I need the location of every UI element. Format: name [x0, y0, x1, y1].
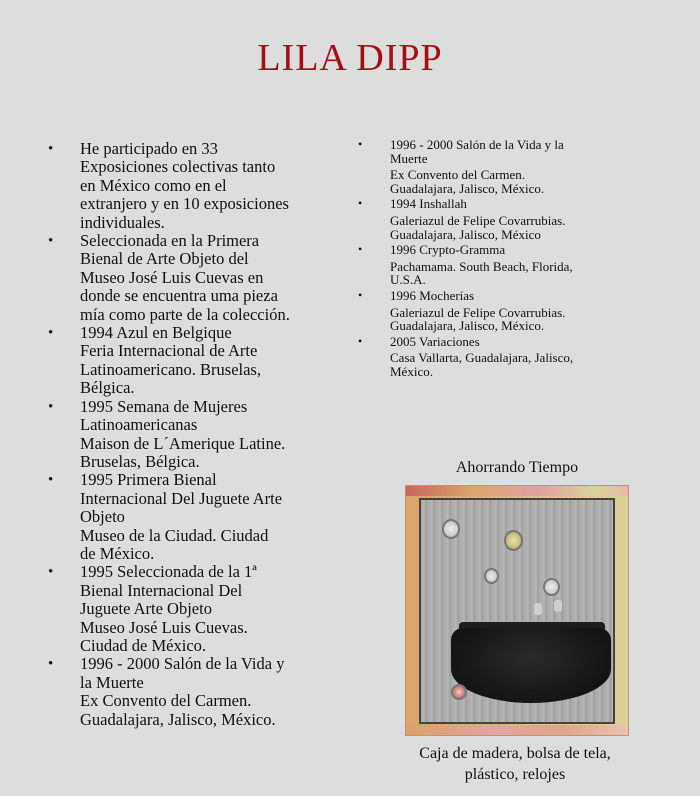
- list-item-line: Guadalajara, Jalisco, México.: [80, 709, 276, 729]
- watch-icon: [442, 519, 460, 539]
- bullet-icon: •: [358, 137, 363, 151]
- exhibition-title: 1996 - 2000 Salón de la Vida y la: [390, 137, 564, 152]
- list-item-line: 1995 Seleccionada de la 1ª: [80, 562, 257, 582]
- list-item: [48, 398, 348, 472]
- list-item-line: individuales.: [80, 212, 165, 232]
- exhibition-title: 1996 Mocherías: [390, 287, 475, 303]
- list-item-line: 1995 Primera Bienal: [80, 470, 217, 490]
- page-title: LILA DIPP: [257, 37, 443, 79]
- bullet-icon: •: [358, 333, 363, 348]
- artwork-description-line: Caja de madera, bolsa de tela,: [419, 745, 611, 762]
- list-item: [358, 243, 648, 287]
- list-item-line: Exposiciones colectivas tanto: [80, 157, 276, 177]
- list-item-line: Ex Convento del Carmen.: [80, 691, 252, 711]
- artwork-description: [360, 743, 670, 785]
- list-item-line: Objeto: [80, 507, 125, 527]
- list-item-line: Museo de la Ciudad. Ciudad: [80, 525, 269, 545]
- list-item: [48, 324, 348, 398]
- list-item-line: la Muerte: [80, 672, 144, 692]
- list-item-line: He participado en 33: [80, 139, 218, 158]
- frame-edge: [406, 486, 628, 496]
- exhibition-venue: Casa Vallarta, Guadalajara, Jalisco,: [390, 350, 574, 366]
- list-item: [358, 335, 648, 379]
- list-item: [48, 232, 348, 324]
- list-item-line: Ciudad de México.: [80, 635, 207, 655]
- exhibition-venue: Guadalajara, Jalisco, México.: [390, 180, 545, 196]
- list-item: [48, 140, 348, 232]
- watch-icon: [543, 578, 560, 596]
- bullet-icon: •: [48, 325, 54, 342]
- exhibition-venue: Galeriazul de Felipe Covarrubias.: [390, 304, 566, 320]
- list-item-line: 1995 Semana de Mujeres: [80, 396, 248, 416]
- purse-shape: [451, 628, 611, 703]
- list-item-line: Bélgica.: [80, 378, 135, 398]
- exhibition-title: Muerte: [390, 150, 428, 166]
- list-item-line: Latinoamericano. Bruselas,: [80, 359, 261, 379]
- list-item-line: extranjero y en 10 exposiciones: [80, 194, 289, 214]
- list-item: [48, 563, 348, 655]
- exhibition-venue: Pachamama. South Beach, Florida,: [390, 258, 573, 274]
- frame-edge: [406, 725, 628, 735]
- exhibition-title: 1994 Inshallah: [390, 196, 467, 212]
- artwork-title: Ahorrando Tiempo: [455, 459, 579, 476]
- toy-hand-icon: [554, 600, 562, 612]
- exhibition-venue: México.: [390, 363, 433, 379]
- bullet-icon: •: [358, 242, 363, 257]
- bullet-icon: •: [48, 233, 54, 250]
- bullet-icon: •: [48, 564, 54, 581]
- list-item-line: Latinoamericanas: [80, 415, 198, 435]
- exhibition-venue: Ex Convento del Carmen.: [390, 167, 526, 183]
- list-item-line: Feria Internacional de Arte: [80, 341, 258, 361]
- toy-hand-icon: [534, 603, 542, 615]
- bullet-icon: •: [48, 656, 54, 673]
- artwork-image: [405, 485, 629, 736]
- list-item-line: Museo José Luis Cuevas.: [80, 617, 248, 637]
- exhibition-venue: Guadalajara, Jalisco, México.: [390, 318, 545, 334]
- watch-icon: [504, 530, 523, 551]
- exhibition-venue: Galeriazul de Felipe Covarrubias.: [390, 212, 566, 228]
- list-item: [48, 471, 348, 563]
- list-item: [48, 655, 348, 729]
- exhibitions-list-right: [358, 138, 648, 381]
- bullet-icon: •: [358, 287, 363, 302]
- exhibition-venue: Guadalajara, Jalisco, México: [390, 226, 541, 242]
- exhibitions-list-left: [48, 140, 348, 729]
- list-item-line: 1994 Azul en Belgique: [80, 323, 232, 343]
- list-item: [358, 138, 648, 195]
- list-item-line: Juguete Arte Objeto: [80, 599, 212, 619]
- list-item-line: Internacional Del Juguete Arte: [80, 488, 283, 508]
- exhibition-title: 2005 Variaciones: [390, 333, 480, 349]
- list-item-line: Museo José Luis Cuevas en: [80, 267, 264, 287]
- artwork-canvas: [419, 498, 615, 724]
- list-item-line: Bienal de Arte Objeto del: [80, 249, 249, 269]
- list-item-line: mía como parte de la colección.: [80, 304, 290, 324]
- bullet-icon: •: [358, 196, 363, 211]
- list-item-line: donde se encuentra uma pieza: [80, 286, 278, 306]
- list-item-line: 1996 - 2000 Salón de la Vida y: [80, 654, 285, 674]
- watch-icon: [484, 568, 499, 584]
- bullet-icon: •: [48, 141, 54, 157]
- list-item-line: Seleccionada en la Primera: [80, 231, 260, 251]
- exhibition-venue: U.S.A.: [390, 272, 426, 288]
- list-item: [358, 289, 648, 333]
- list-item-line: Bruselas, Bélgica.: [80, 451, 200, 471]
- list-item-line: Bienal Internacional Del: [80, 580, 243, 600]
- list-item-line: de México.: [80, 543, 155, 563]
- watch-icon: [451, 684, 467, 700]
- list-item-line: en México como en el: [80, 175, 227, 195]
- artwork-description-line: plástico, relojes: [464, 766, 566, 783]
- list-item-line: Maison de L´Amerique Latine.: [80, 433, 286, 453]
- bullet-icon: •: [48, 398, 54, 415]
- list-item: [358, 197, 648, 241]
- bullet-icon: •: [48, 472, 54, 489]
- exhibition-title: 1996 Crypto-Gramma: [390, 242, 506, 258]
